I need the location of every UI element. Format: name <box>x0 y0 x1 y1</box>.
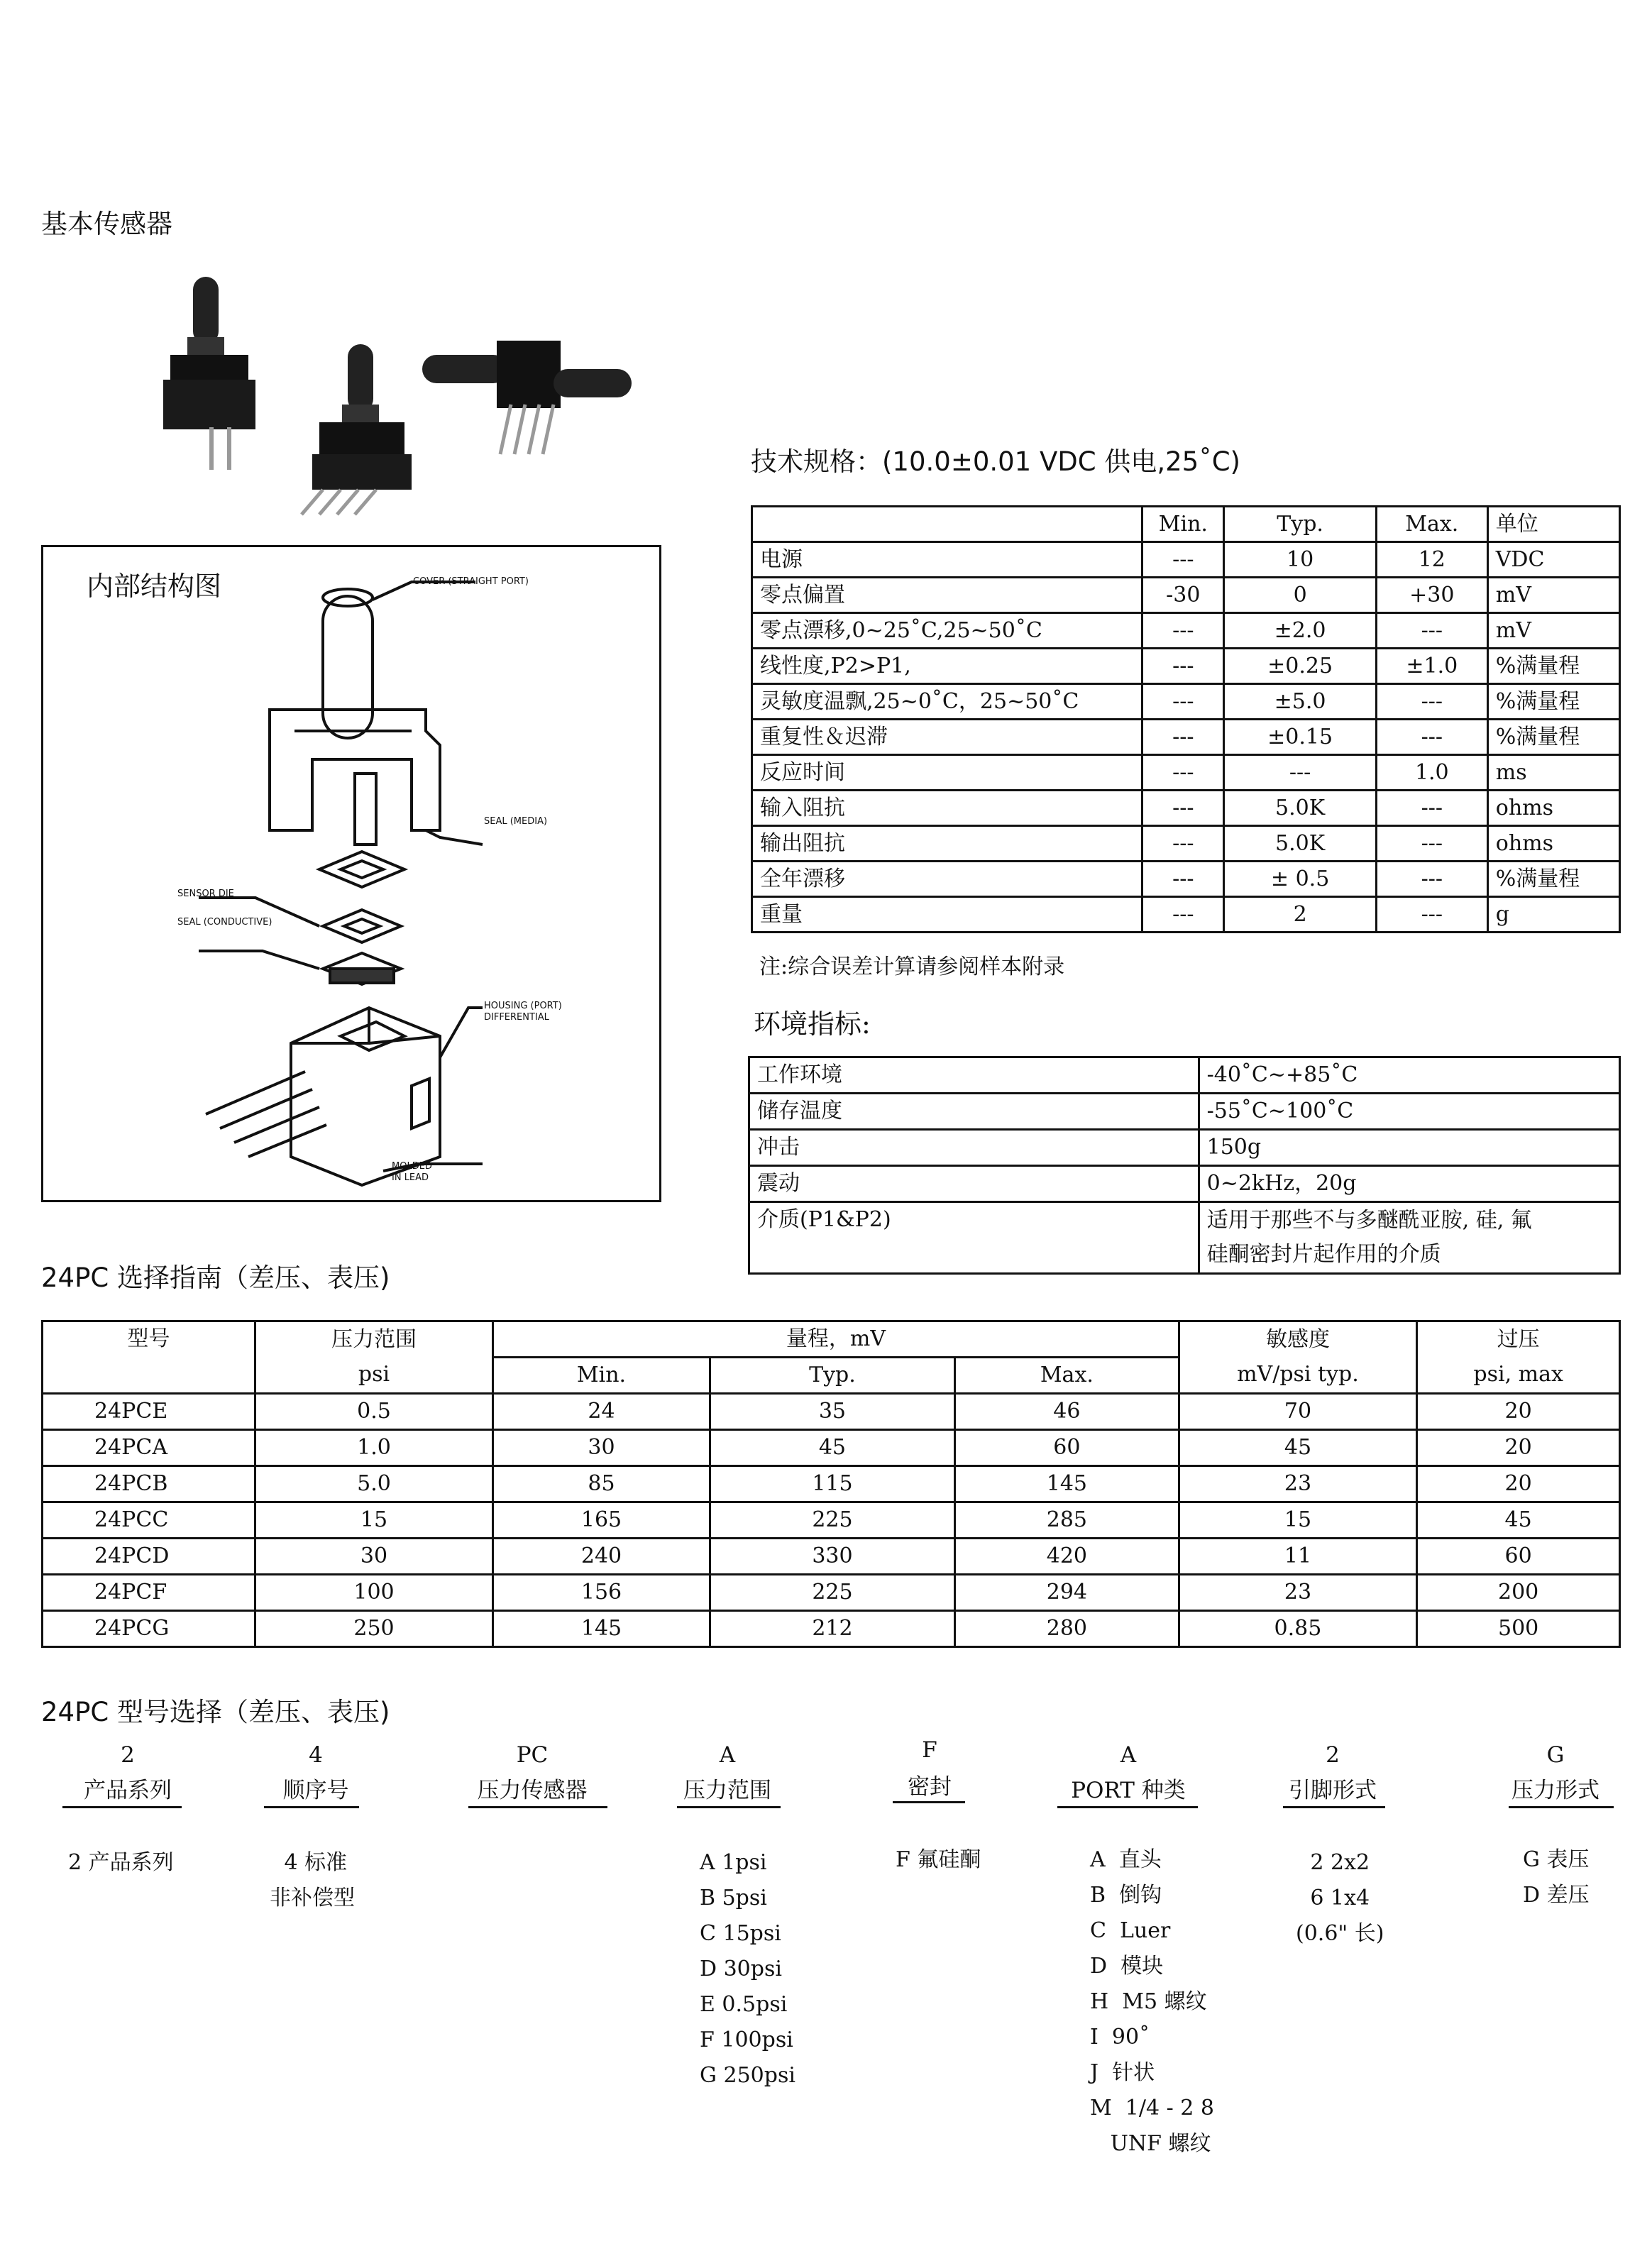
guide-cell: 24PCD <box>43 1539 255 1575</box>
spec-cell: 电源 <box>752 542 1142 578</box>
sel-options-pressure-type: G 表压 D 差压 <box>1523 1847 1590 1908</box>
spec-table <box>751 505 1621 933</box>
sel-name-series: 产品系列 <box>84 1778 172 1803</box>
env-cell: 冲击 <box>749 1130 1199 1166</box>
sel-underline <box>62 1806 182 1808</box>
spec-cell: 5.0K <box>1224 791 1376 826</box>
spec-cell: 1.0 <box>1376 755 1487 791</box>
guide-cell: 11 <box>1179 1539 1417 1575</box>
spec-cell: --- <box>1376 720 1487 755</box>
guide-cell: 5.0 <box>255 1466 493 1502</box>
spec-row <box>752 542 1620 578</box>
spec-row <box>752 649 1620 684</box>
guide-row <box>43 1430 1620 1466</box>
spec-cell: --- <box>1142 684 1224 720</box>
guide-h-typ: Typ. <box>710 1358 954 1394</box>
guide-cell: 294 <box>955 1575 1179 1611</box>
spec-cell: 灵敏度温飘,25~0˚C，25~50˚C <box>752 684 1142 720</box>
guide-cell: 280 <box>955 1611 1179 1647</box>
guide-cell: 500 <box>1417 1611 1620 1647</box>
guide-title: 24PC 选择指南（差压、表压) <box>41 1263 390 1293</box>
guide-cell: 24PCE <box>43 1394 255 1430</box>
sel-options-range: A 1psi B 5psi C 15psi D 30psi E 0.5psi F 100psi G 250psi <box>700 1850 795 2088</box>
spec-cell: ohms <box>1487 826 1619 862</box>
guide-cell: 30 <box>255 1539 493 1575</box>
sel-underline <box>468 1806 607 1808</box>
guide-cell: 330 <box>710 1539 954 1575</box>
guide-cell: 115 <box>710 1466 954 1502</box>
sel-name-pressure-type: 压力形式 <box>1511 1778 1599 1803</box>
spec-cell: --- <box>1142 720 1224 755</box>
guide-cell: 24 <box>493 1394 710 1430</box>
guide-row <box>43 1539 1620 1575</box>
spec-title: 技术规格：(10.0±0.01 VDC 供电,25˚C) <box>751 446 1240 477</box>
guide-h-max: Max. <box>955 1358 1179 1394</box>
label-seal-conductive: SEAL (CONDUCTIVE) <box>177 917 272 928</box>
spec-row <box>752 897 1620 933</box>
sel-code-pressure-type: G <box>1546 1742 1565 1768</box>
guide-cell: 24PCC <box>43 1502 255 1539</box>
env-cell: 震动 <box>749 1166 1199 1202</box>
sensor-photo-1 <box>163 277 255 470</box>
spec-cell: --- <box>1142 649 1224 684</box>
spec-cell: 输出阻抗 <box>752 826 1142 862</box>
guide-header-row-1 <box>43 1321 1620 1358</box>
spec-h-unit: 单位 <box>1487 507 1619 542</box>
spec-cell: 12 <box>1376 542 1487 578</box>
sel-name-range: 压力范围 <box>683 1778 771 1803</box>
env-row <box>749 1057 1620 1094</box>
sel-code-type: PC <box>516 1742 549 1768</box>
spec-header-row <box>752 507 1620 542</box>
spec-row <box>752 862 1620 897</box>
internal-structure-title: 内部结构图 <box>87 571 222 602</box>
spec-h-typ: Typ. <box>1224 507 1376 542</box>
spec-cell: ms <box>1487 755 1619 791</box>
guide-cell: 0.85 <box>1179 1611 1417 1647</box>
spec-cell: mV <box>1487 578 1619 613</box>
spec-cell: --- <box>1142 542 1224 578</box>
guide-cell: 15 <box>1179 1502 1417 1539</box>
sel-underline <box>1283 1806 1385 1808</box>
sensor-photo-2 <box>302 344 412 515</box>
spec-cell: 零点漂移,0~25˚C,25~50˚C <box>752 613 1142 649</box>
spec-cell: g <box>1487 897 1619 933</box>
guide-h-range-unit: psi <box>255 1358 493 1394</box>
exploded-diagram <box>43 546 656 1197</box>
sensor-photos <box>142 263 653 518</box>
env-row <box>749 1094 1620 1130</box>
sel-underline <box>677 1806 781 1808</box>
guide-cell: 23 <box>1179 1575 1417 1611</box>
guide-cell: 60 <box>1417 1539 1620 1575</box>
spec-cell: ±2.0 <box>1224 613 1376 649</box>
model-select-title: 24PC 型号选择（差压、表压) <box>41 1697 390 1727</box>
spec-cell: 反应时间 <box>752 755 1142 791</box>
sensor-photo-3 <box>422 341 632 454</box>
guide-cell: 225 <box>710 1575 954 1611</box>
guide-cell: 250 <box>255 1611 493 1647</box>
env-media-line2: 硅酮密封片起作用的介质 <box>1206 1242 1441 1267</box>
spec-cell: ±1.0 <box>1376 649 1487 684</box>
spec-cell: 全年漂移 <box>752 862 1142 897</box>
guide-cell: 24PCA <box>43 1430 255 1466</box>
spec-cell: %满量程 <box>1487 862 1619 897</box>
sel-code-pins: 2 <box>1326 1742 1340 1768</box>
spec-cell: %满量程 <box>1487 649 1619 684</box>
guide-cell: 60 <box>955 1430 1179 1466</box>
spec-cell: %满量程 <box>1487 720 1619 755</box>
guide-h-sens: 敏感度 <box>1179 1321 1417 1358</box>
guide-cell: 285 <box>955 1502 1179 1539</box>
spec-cell: ± 0.5 <box>1224 862 1376 897</box>
spec-cell: 零点偏置 <box>752 578 1142 613</box>
guide-cell: 156 <box>493 1575 710 1611</box>
sel-name-sequence: 顺序号 <box>282 1778 349 1803</box>
spec-cell: --- <box>1376 826 1487 862</box>
guide-cell: 15 <box>255 1502 493 1539</box>
env-cell: -55˚C~100˚C <box>1199 1094 1619 1130</box>
guide-cell: 24PCF <box>43 1575 255 1611</box>
spec-cell: 0 <box>1224 578 1376 613</box>
spec-cell: --- <box>1142 755 1224 791</box>
sel-underline <box>893 1801 965 1803</box>
spec-row <box>752 613 1620 649</box>
guide-h-range: 压力范围 <box>255 1321 493 1358</box>
spec-cell: -30 <box>1142 578 1224 613</box>
guide-cell: 165 <box>493 1502 710 1539</box>
guide-row <box>43 1394 1620 1430</box>
guide-cell: 0.5 <box>255 1394 493 1430</box>
guide-cell: 200 <box>1417 1575 1620 1611</box>
env-cell: 150g <box>1199 1130 1619 1166</box>
spec-note: 注:综合误差计算请参阅样本附录 <box>759 955 1065 979</box>
guide-cell: 1.0 <box>255 1430 493 1466</box>
spec-cell: --- <box>1376 613 1487 649</box>
sel-code-seal: F <box>922 1737 937 1763</box>
label-molded-1: MOLDED <box>392 1161 432 1172</box>
guide-h-span: 量程，mV <box>493 1321 1179 1358</box>
guide-row <box>43 1575 1620 1611</box>
spec-cell: --- <box>1142 897 1224 933</box>
env-title: 环境指标: <box>754 1008 871 1040</box>
sel-options-pins: 2 2x2 6 1x4 (0.6" 长) <box>1296 1850 1384 1946</box>
sel-name-type: 压力传感器 <box>477 1778 588 1803</box>
env-cell: 工作环境 <box>749 1057 1199 1094</box>
env-cell: -40˚C~+85˚C <box>1199 1057 1619 1094</box>
spec-cell: VDC <box>1487 542 1619 578</box>
guide-row <box>43 1466 1620 1502</box>
guide-cell: 46 <box>955 1394 1179 1430</box>
spec-cell: 线性度,P2>P1, <box>752 649 1142 684</box>
env-media-line1: 适用于那些不与多醚酰亚胺, 硅, 氟 <box>1206 1208 1532 1233</box>
guide-row <box>43 1611 1620 1647</box>
env-media-value <box>1199 1202 1619 1274</box>
guide-cell: 420 <box>955 1539 1179 1575</box>
spec-row <box>752 720 1620 755</box>
guide-cell: 45 <box>1179 1430 1417 1466</box>
spec-cell: 重量 <box>752 897 1142 933</box>
spec-cell: --- <box>1142 826 1224 862</box>
spec-cell: ohms <box>1487 791 1619 826</box>
spec-cell: mV <box>1487 613 1619 649</box>
sel-name-pins: 引脚形式 <box>1289 1778 1377 1803</box>
spec-h-min: Min. <box>1142 507 1224 542</box>
guide-cell: 240 <box>493 1539 710 1575</box>
guide-table <box>41 1320 1621 1648</box>
env-media-row <box>749 1202 1620 1274</box>
guide-h-model: 型号 <box>43 1321 255 1394</box>
guide-cell: 24PCB <box>43 1466 255 1502</box>
spec-cell: --- <box>1376 791 1487 826</box>
spec-cell: +30 <box>1376 578 1487 613</box>
env-cell: 储存温度 <box>749 1094 1199 1130</box>
sel-code-range: A <box>719 1742 736 1768</box>
spec-row <box>752 826 1620 862</box>
guide-cell: 225 <box>710 1502 954 1539</box>
sel-name-seal: 密封 <box>908 1774 952 1800</box>
label-molded-2: IN LEAD <box>392 1172 429 1183</box>
spec-row <box>752 578 1620 613</box>
sel-underline <box>1509 1806 1614 1808</box>
guide-cell: 35 <box>710 1394 954 1430</box>
spec-cell: 10 <box>1224 542 1376 578</box>
env-table <box>748 1056 1621 1275</box>
label-housing-1: HOUSING (PORT) <box>484 1001 562 1011</box>
spec-cell: ±0.15 <box>1224 720 1376 755</box>
spec-cell: %满量程 <box>1487 684 1619 720</box>
guide-cell: 45 <box>710 1430 954 1466</box>
guide-cell: 145 <box>493 1611 710 1647</box>
label-sensor-die: SENSOR DIE <box>177 889 234 899</box>
sel-options-sequence: 4 标准 非补偿型 <box>270 1850 355 1910</box>
env-cell: 0~2kHz，20g <box>1199 1166 1619 1202</box>
label-cover: COVER (STRAIGHT PORT) <box>413 576 529 587</box>
basic-sensor-title: 基本传感器 <box>41 209 172 239</box>
spec-row <box>752 684 1620 720</box>
spec-cell: 重复性＆迟滞 <box>752 720 1142 755</box>
guide-cell: 24PCG <box>43 1611 255 1647</box>
env-row <box>749 1130 1620 1166</box>
spec-cell: --- <box>1224 755 1376 791</box>
sel-code-sequence: 4 <box>309 1742 323 1768</box>
sel-name-port: PORT 种类 <box>1071 1778 1186 1803</box>
spec-row <box>752 791 1620 826</box>
guide-header-row-2 <box>43 1358 1620 1394</box>
guide-cell: 212 <box>710 1611 954 1647</box>
label-seal-media: SEAL (MEDIA) <box>484 816 548 827</box>
spec-cell: --- <box>1376 862 1487 897</box>
guide-h-over: 过压 <box>1417 1321 1620 1358</box>
spec-cell: 输入阻抗 <box>752 791 1142 826</box>
guide-cell: 85 <box>493 1466 710 1502</box>
spec-cell: --- <box>1376 897 1487 933</box>
sel-code-series: 2 <box>121 1742 135 1768</box>
spec-row <box>752 755 1620 791</box>
guide-cell: 70 <box>1179 1394 1417 1430</box>
guide-cell: 100 <box>255 1575 493 1611</box>
spec-cell: --- <box>1376 684 1487 720</box>
sel-options-seal: F 氟硅酮 <box>896 1847 981 1872</box>
sel-underline <box>1057 1806 1198 1808</box>
env-row <box>749 1166 1620 1202</box>
spec-cell: ±5.0 <box>1224 684 1376 720</box>
guide-cell: 20 <box>1417 1430 1620 1466</box>
spec-cell: 5.0K <box>1224 826 1376 862</box>
guide-h-min: Min. <box>493 1358 710 1394</box>
guide-cell: 20 <box>1417 1466 1620 1502</box>
guide-cell: 45 <box>1417 1502 1620 1539</box>
sel-code-port: A <box>1120 1742 1137 1768</box>
spec-cell: 2 <box>1224 897 1376 933</box>
guide-h-sens-unit: mV/psi typ. <box>1179 1358 1417 1394</box>
spec-cell: --- <box>1142 791 1224 826</box>
guide-row <box>43 1502 1620 1539</box>
spec-cell: --- <box>1142 613 1224 649</box>
sel-options-series: 2 产品系列 <box>68 1850 174 1875</box>
spec-cell: --- <box>1142 862 1224 897</box>
label-housing-2: DIFFERENTIAL <box>484 1012 549 1023</box>
guide-cell: 145 <box>955 1466 1179 1502</box>
spec-h-param <box>752 507 1142 542</box>
guide-cell: 20 <box>1417 1394 1620 1430</box>
sel-options-port: A 直头 B 倒钩 C Luer D 模块 H M5 螺纹 I 90˚ J 针状 M 1/4 - 2 8 UNF 螺纹 <box>1090 1847 1214 2156</box>
spec-h-max: Max. <box>1376 507 1487 542</box>
guide-cell: 30 <box>493 1430 710 1466</box>
guide-cell: 23 <box>1179 1466 1417 1502</box>
spec-cell: ±0.25 <box>1224 649 1376 684</box>
guide-h-over-unit: psi, max <box>1417 1358 1620 1394</box>
sel-underline <box>264 1806 359 1808</box>
env-media-label: 介质(P1&P2) <box>749 1202 1199 1274</box>
